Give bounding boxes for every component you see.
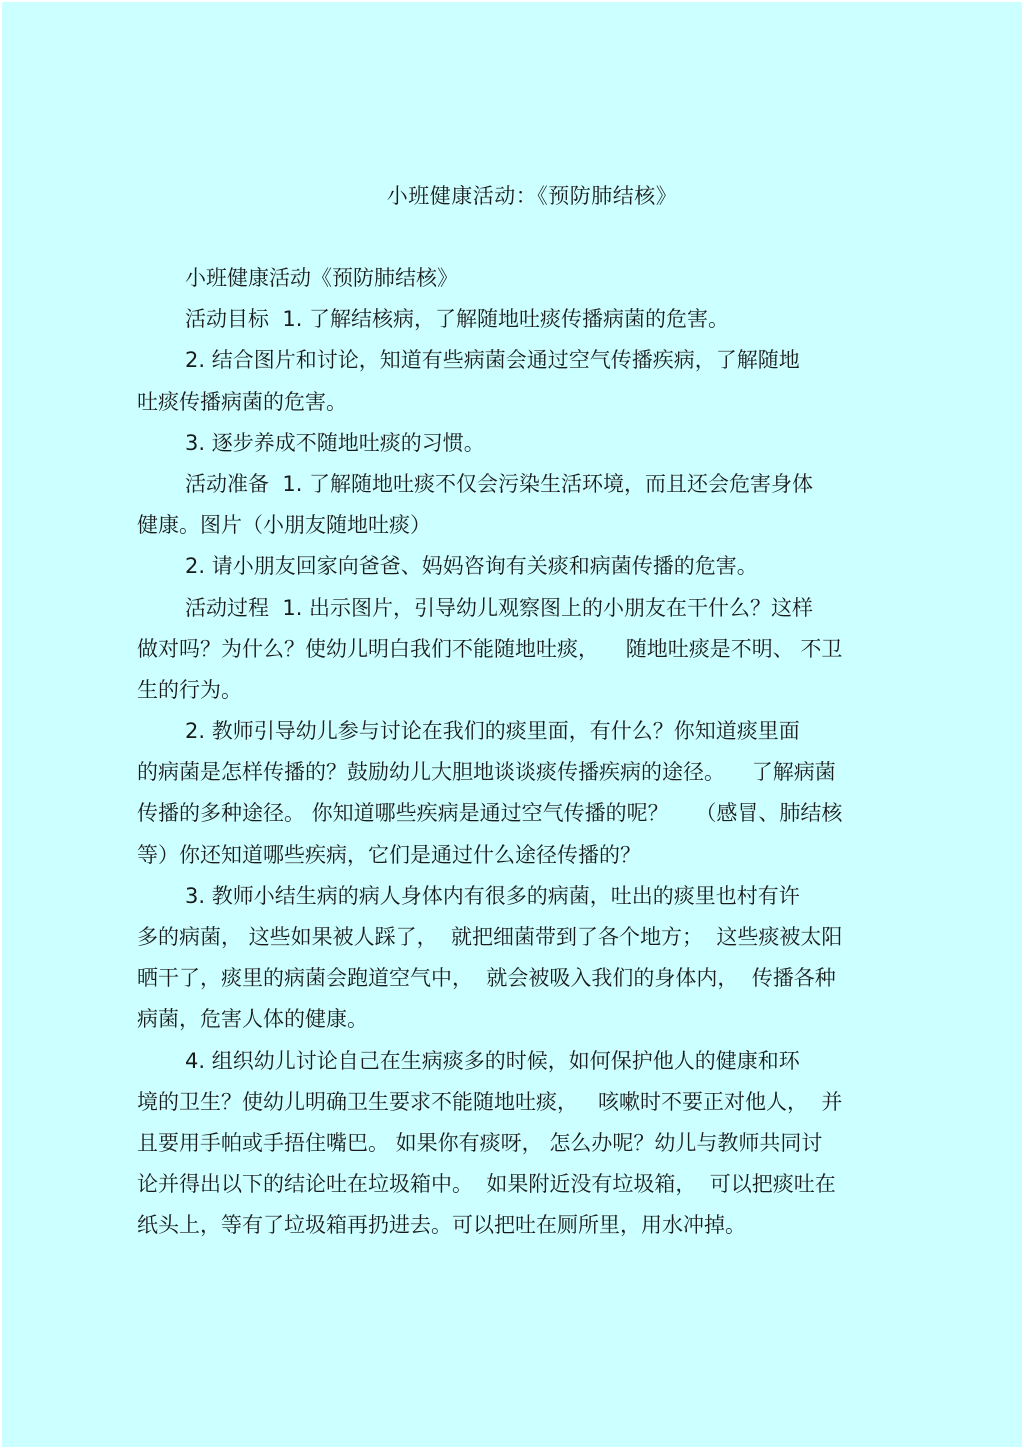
text-line: 等）你还知道哪些疾病，它们是通过什么途径传播的？ (137, 842, 641, 867)
text-line: 2. 结合图片和讨论，知道有些病菌会通过空气传播疾病，了解随地 (185, 348, 800, 373)
document-title: 小班健康活动：《预防肺结核》 (386, 184, 678, 208)
text-line: 3. 教师小结生病的病人身体内有很多的病菌，吐出的痰里也村有许 (185, 883, 800, 908)
text-line: 活动准备 1. 了解随地吐痰不仅会污染生活环境，而且还会危害身体 (185, 471, 814, 496)
text-line: 病菌，危害人体的健康。 (137, 1007, 368, 1032)
text-line: 吐痰传播病菌的危害。 (137, 389, 347, 414)
text-line: 传播的多种途径。 你知道哪些疾病是通过空气传播的呢？ （感冒、肺结核 (137, 801, 843, 826)
text-line: 晒干了，痰里的病菌会跑道空气中， 就会被吸入我们的身体内， 传播各种 (137, 966, 836, 991)
text-line: 的病菌是怎样传播的？鼓励幼儿大胆地谈谈痰传播疾病的途径。 了解病菌 (137, 760, 836, 785)
text-line: 且要用手帕或手捂住嘴巴。 如果你有痰呀， 怎么办呢？幼儿与教师共同讨 (137, 1130, 823, 1155)
text-line: 4. 组织幼儿讨论自己在生病痰多的时候，如何保护他人的健康和环 (185, 1048, 800, 1073)
text-line: 纸头上，等有了垃圾箱再扔进去。可以把吐在厕所里，用水冲掉。 (137, 1213, 746, 1238)
text-line: 论并得出以下的结论吐在垃圾箱中。 如果附近没有垃圾箱， 可以把痰吐在 (137, 1172, 836, 1197)
text-line: 做对吗？为什么？使幼儿明白我们不能随地吐痰， 随地吐痰是不明、 不卫 (137, 636, 843, 661)
document-page (2, 2, 1022, 1447)
text-line: 小班健康活动《预防肺结核》 (185, 266, 458, 290)
text-line: 3. 逐步养成不随地吐痰的习惯。 (185, 430, 485, 455)
document-body (137, 258, 899, 1247)
text-line: 活动目标 1. 了解结核病，了解随地吐痰传播病菌的危害。 (185, 307, 730, 332)
text-line: 多的病菌， 这些如果被人踩了， 就把细菌带到了各个地方； 这些痰被太阳 (137, 925, 843, 949)
text-line: 生的行为。 (137, 677, 242, 702)
text-line: 2. 教师引导幼儿参与讨论在我们的痰里面，有什么？你知道痰里面 (185, 719, 800, 744)
text-line: 2. 请小朋友回家向爸爸、妈妈咨询有关痰和病菌传播的危害。 (185, 554, 758, 579)
text-line: 境的卫生？使幼儿明确卫生要求不能随地吐痰， 咳嗽时不要正对他人， 并 (137, 1089, 843, 1114)
text-line: 活动过程 1. 出示图片，引导幼儿观察图上的小朋友在干什么？这样 (185, 595, 814, 620)
text-line: 健康。图片（小朋友随地吐痰） (137, 513, 431, 538)
